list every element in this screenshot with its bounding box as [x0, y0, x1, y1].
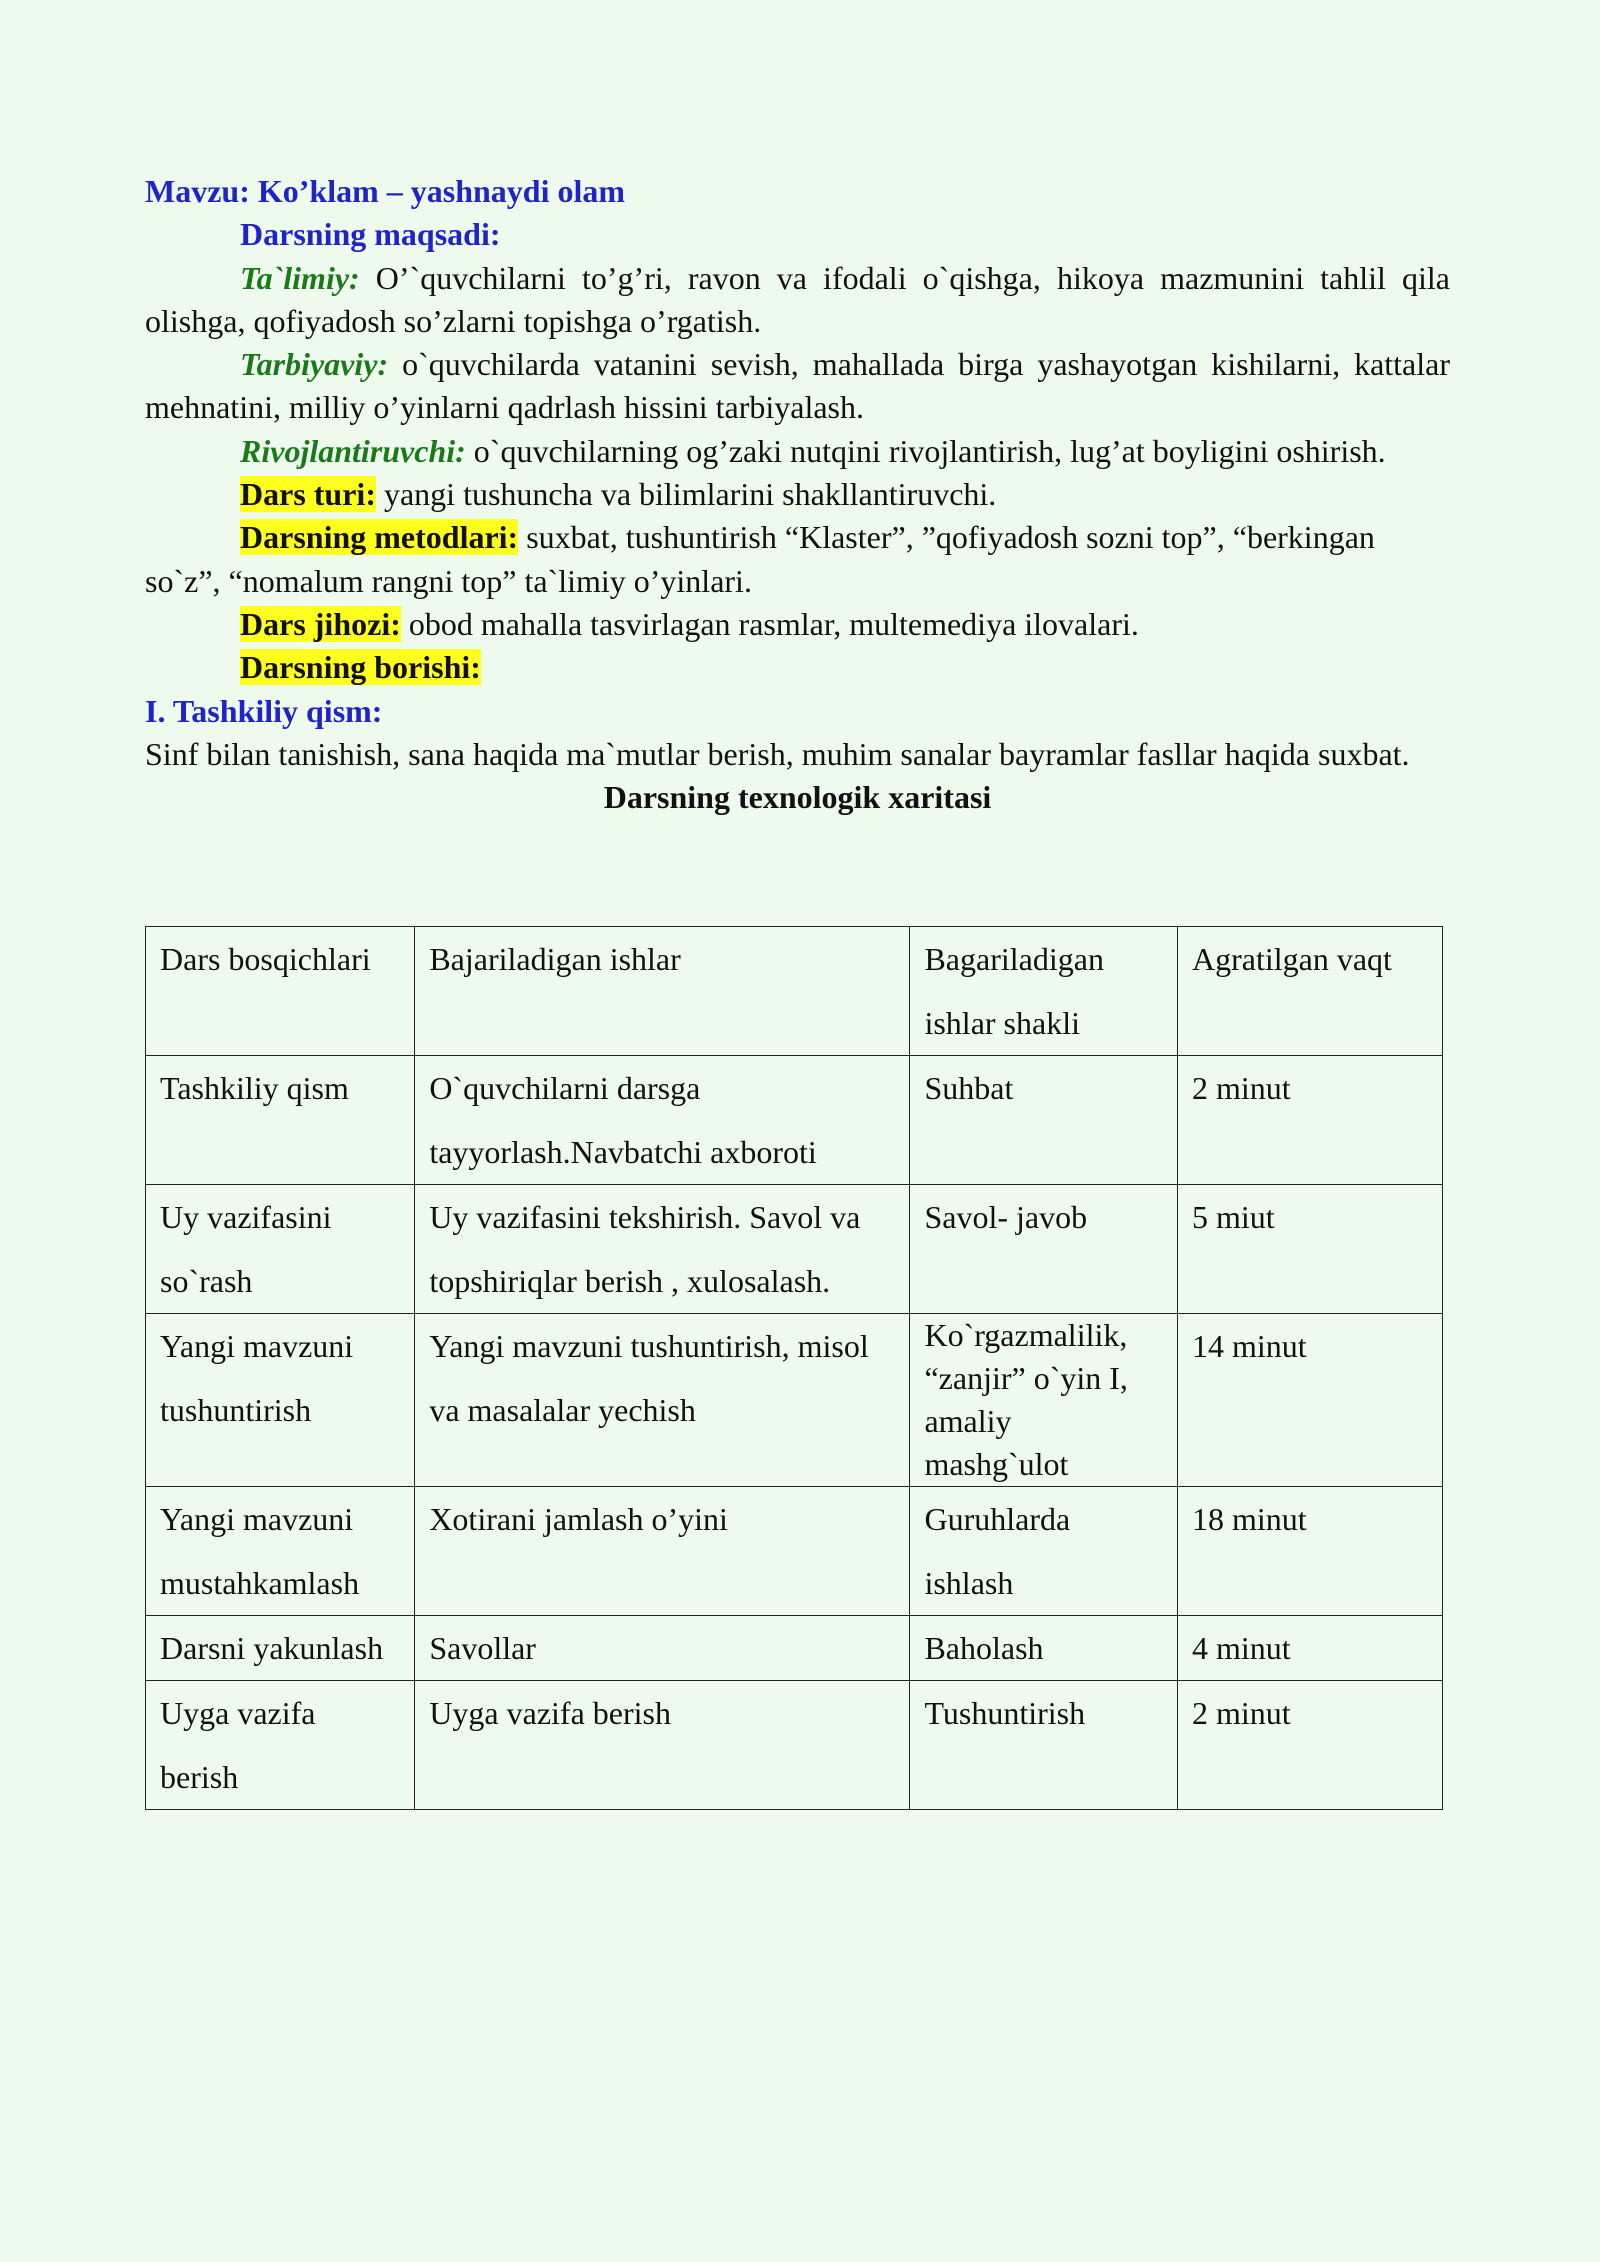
table-cell: Uy vazifasini so`rash	[146, 1185, 415, 1314]
table-cell: Guruhlarda ishlash	[910, 1487, 1178, 1616]
progress-heading: Darsning borishi:	[240, 649, 481, 686]
goal-label: Tarbiyaviy:	[240, 346, 389, 383]
table-row	[146, 1056, 1443, 1185]
lesson-type-label: Dars turi:	[240, 476, 376, 513]
goal-label: Ta`limiy:	[240, 259, 360, 296]
methods-label: Darsning metodlari:	[240, 519, 519, 556]
table-row	[146, 1616, 1443, 1681]
table-cell: 2 minut	[1178, 1056, 1443, 1185]
topic-heading: Mavzu: Ko’klam – yashnaydi olam	[145, 173, 626, 209]
table-cell: Darsni yakunlash	[146, 1616, 415, 1681]
table-cell: Tushuntirish	[910, 1681, 1178, 1810]
table-cell: Baholash	[910, 1616, 1178, 1681]
table-cell: Yangi mavzuni tushuntirish, misol va masalalar yechish	[415, 1314, 910, 1487]
equipment-label: Dars jihozi:	[240, 605, 401, 642]
document-body	[145, 170, 1450, 819]
goal-heading: Darsning maqsadi:	[240, 216, 501, 253]
table-cell: Ko`rgazmalilik, “zanjir” o`yin I, amaliy mashg`ulot	[910, 1314, 1178, 1487]
table-cell: Uyga vazifa berish	[415, 1681, 910, 1810]
header-cell: Dars bosqichlari	[146, 927, 415, 1056]
goal-text: o`quvchilarning og’zaki nutqini rivojlantirish, lug’at boyligini oshirish.	[465, 432, 1386, 469]
table-header-row	[146, 927, 1443, 1056]
goal-developmental	[145, 430, 1450, 473]
lesson-methods	[145, 516, 1450, 603]
table-cell: 18 minut	[1178, 1487, 1443, 1616]
table-title: Darsning texnologik xaritasi	[603, 779, 992, 816]
table-cell: Xotirani jamlash o’yini	[415, 1487, 910, 1616]
table-cell: Uyga vazifa berish	[146, 1681, 415, 1810]
methods-text: suxbat, tushuntirish “Klaster”, ”qofiyadosh sozni top”, “berkingan so`z”, “nomalum rangni top” ta`limiy o’yinlari.	[145, 519, 1375, 599]
table-row	[146, 1185, 1443, 1314]
header-cell: Agratilgan vaqt	[1178, 927, 1443, 1056]
table-cell: Savollar	[415, 1616, 910, 1681]
goal-text: o`quvchilarda vatanini sevish, mahallada birga yashayotgan kishilarni, kattalar mehnatini, milliy o’yinlarni qadrlash hissini tarbiyalash.	[145, 346, 1450, 426]
lesson-type	[145, 473, 1450, 516]
section-heading: I. Tashkiliy qism:	[145, 692, 383, 729]
table-cell: Savol- javob	[910, 1185, 1178, 1314]
table-cell: 2 minut	[1178, 1681, 1443, 1810]
table-cell: 14 minut	[1178, 1314, 1443, 1487]
table-row	[146, 1487, 1443, 1616]
header-cell: Bajariladigan ishlar	[415, 927, 910, 1056]
table-row	[146, 1681, 1443, 1810]
goal-upbringing	[145, 343, 1450, 430]
table-row	[146, 1314, 1443, 1487]
equipment-text: obod mahalla tasvirlagan rasmlar, multemediya ilovalari.	[400, 605, 1139, 642]
lesson-equipment	[145, 603, 1450, 646]
table-cell: Yangi mavzuni tushuntirish	[146, 1314, 415, 1487]
table-cell: Tashkiliy qism	[146, 1056, 415, 1185]
table-cell: Uy vazifasini tekshirish. Savol va topshiriqlar berish , xulosalash.	[415, 1185, 910, 1314]
goal-label: Rivojlantiruvchi:	[240, 432, 466, 469]
technology-map-table	[145, 926, 1443, 1810]
table-cell: O`quvchilarni darsga tayyorlash.Navbatchi axboroti	[415, 1056, 910, 1185]
section-text: Sinf bilan tanishish, sana haqida ma`mutlar berish, muhim sanalar bayramlar fasllar haqida suxbat.	[145, 735, 1410, 772]
table-cell: 4 minut	[1178, 1616, 1443, 1681]
lesson-type-text: yangi tushuncha va bilimlarini shakllantiruvchi.	[375, 476, 997, 513]
table-cell: 5 miut	[1178, 1185, 1443, 1314]
header-cell: Bagariladigan ishlar shakli	[910, 927, 1178, 1056]
goal-text: O’`quvchilarni to’g’ri, ravon va ifodali o`qishga, hikoya mazmunini tahlil qila olishga, qofiyadosh so’zlarni topishga o’rgatish.	[145, 259, 1450, 339]
table-cell: Yangi mavzuni mustahkamlash	[146, 1487, 415, 1616]
progress-heading-line	[145, 646, 1450, 689]
table-cell: Suhbat	[910, 1056, 1178, 1185]
goal-educational	[145, 257, 1450, 344]
